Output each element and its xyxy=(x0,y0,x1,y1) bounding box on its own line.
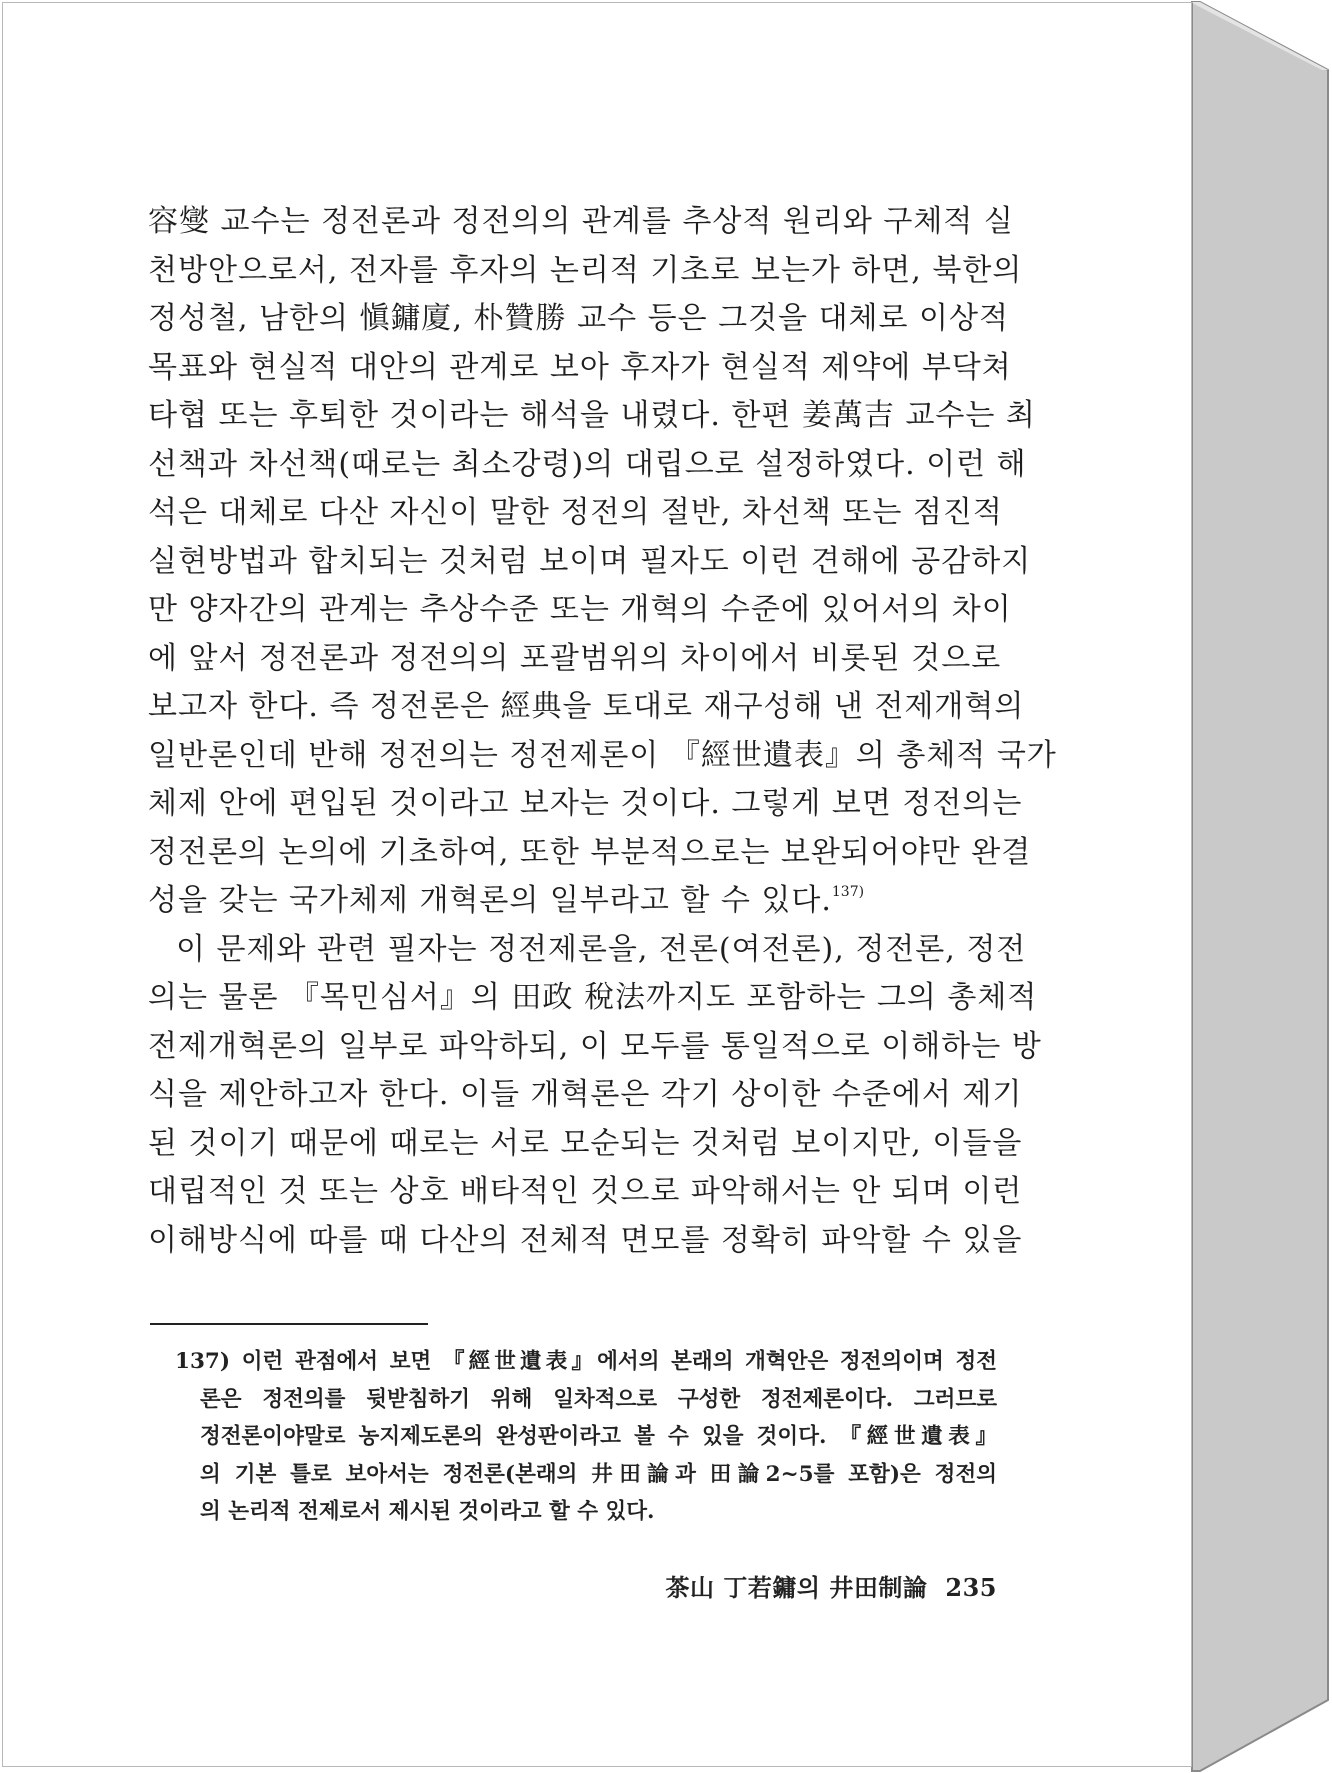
body-line: 선책과 차선책(때로는 최소강령)의 대립으로 설정하였다. 이런 해 xyxy=(148,446,1027,482)
footnote-line: 의 기본 틀로 보아서는 정전론(본래의 井田論과 田論2~5를 포함)은 정전의 xyxy=(200,1461,997,1487)
body-line: 식을 제안하고자 한다. 이들 개혁론은 각기 상이한 수준에서 제기 xyxy=(148,1077,1023,1112)
footnote-reference[interactable]: 137) xyxy=(831,884,865,900)
body-line: 석은 대체로 다산 자신이 말한 정전의 절반, 차선책 또는 점진적 xyxy=(148,495,1003,530)
body-line: 타협 또는 후퇴한 것이라는 해석을 내렸다. 한편 姜萬吉 교수는 최 xyxy=(148,398,1036,433)
body-line: 이해방식에 따를 때 다산의 전체적 면모를 정확히 파악할 수 있을 xyxy=(148,1222,1023,1258)
body-line: 일반론인데 반해 정전의는 정전제론이 『經世遺表』의 총체적 국가 xyxy=(148,737,1057,773)
body-line-text: 성을 갖는 국가체제 개혁론의 일부라고 할 수 있다. xyxy=(148,883,832,918)
body-text xyxy=(148,198,1057,1265)
footnote-separator-rule xyxy=(150,1323,428,1325)
body-line: 전제개혁론의 일부로 파악하되, 이 모두를 통일적으로 이해하는 방 xyxy=(148,1028,1042,1064)
body-line: 실현방법과 합치되는 것처럼 보이며 필자도 이런 견해에 공감하지 xyxy=(148,543,1032,579)
body-line: 에 앞서 정전론과 정전의의 포괄범위의 차이에서 비롯된 것으로 xyxy=(148,640,1002,676)
body-line: 정성철, 남한의 愼鏞廈, 朴贊勝 교수 등은 그것을 대체로 이상적 xyxy=(148,301,1009,336)
footnote-line: 론은 정전의를 뒷받침하기 위해 일차적으로 구성한 정전제론이다. 그러므로 xyxy=(200,1386,997,1412)
body-line: 만 양자간의 관계는 추상수준 또는 개혁의 수준에 있어서의 차이 xyxy=(148,592,1012,627)
body-line-paragraph-start: 이 문제와 관련 필자는 정전제론을, 전론(여전론), 정전론, 정전 xyxy=(176,931,1027,967)
body-line: 된 것이기 때문에 때로는 서로 모순되는 것처럼 보이지만, 이들을 xyxy=(148,1125,1023,1161)
body-line: 의는 물론 『목민심서』의 田政 稅法까지도 포함하는 그의 총체적 xyxy=(148,980,1038,1015)
body-line-with-footnote-ref xyxy=(148,877,998,926)
body-line: 천방안으로서, 전자를 후자의 논리적 기초로 보는가 하면, 북한의 xyxy=(148,252,1023,288)
body-line: 정전론의 논의에 기초하여, 또한 부분적으로는 보완되어야만 완결 xyxy=(148,834,1032,870)
footnote-line: 137) 이런 관점에서 보면 『經世遺表』에서의 본래의 개혁안은 정전의이며 정전 xyxy=(175,1349,997,1374)
footnote-line: 정전론이야말로 농지제도론의 완성판이라고 볼 수 있을 것이다. 『經世遺表』 xyxy=(200,1424,997,1449)
body-line: 보고자 한다. 즉 정전론은 經典을 토대로 재구성해 낸 전제개혁의 xyxy=(148,689,1025,724)
running-title: 茶山 丁若鏞의 井田制論 xyxy=(665,1573,928,1602)
page-number: 235 xyxy=(945,1573,997,1602)
body-line: 목표와 현실적 대안의 관계로 보아 후자가 현실적 제약에 부닥쳐 xyxy=(148,349,1012,385)
running-footer xyxy=(600,1568,997,1603)
footnote-137 xyxy=(175,1343,997,1531)
footnote-line: 의 논리적 전제로서 제시된 것이라고 할 수 있다. xyxy=(200,1499,655,1524)
body-line: 체제 안에 편입된 것이라고 보자는 것이다. 그렇게 보면 정전의는 xyxy=(148,786,1023,821)
body-line: 대립적인 것 또는 상호 배타적인 것으로 파악해서는 안 되며 이런 xyxy=(148,1174,1023,1209)
body-line: 容燮 교수는 정전론과 정전의의 관계를 추상적 원리와 구체적 실 xyxy=(148,204,1014,239)
